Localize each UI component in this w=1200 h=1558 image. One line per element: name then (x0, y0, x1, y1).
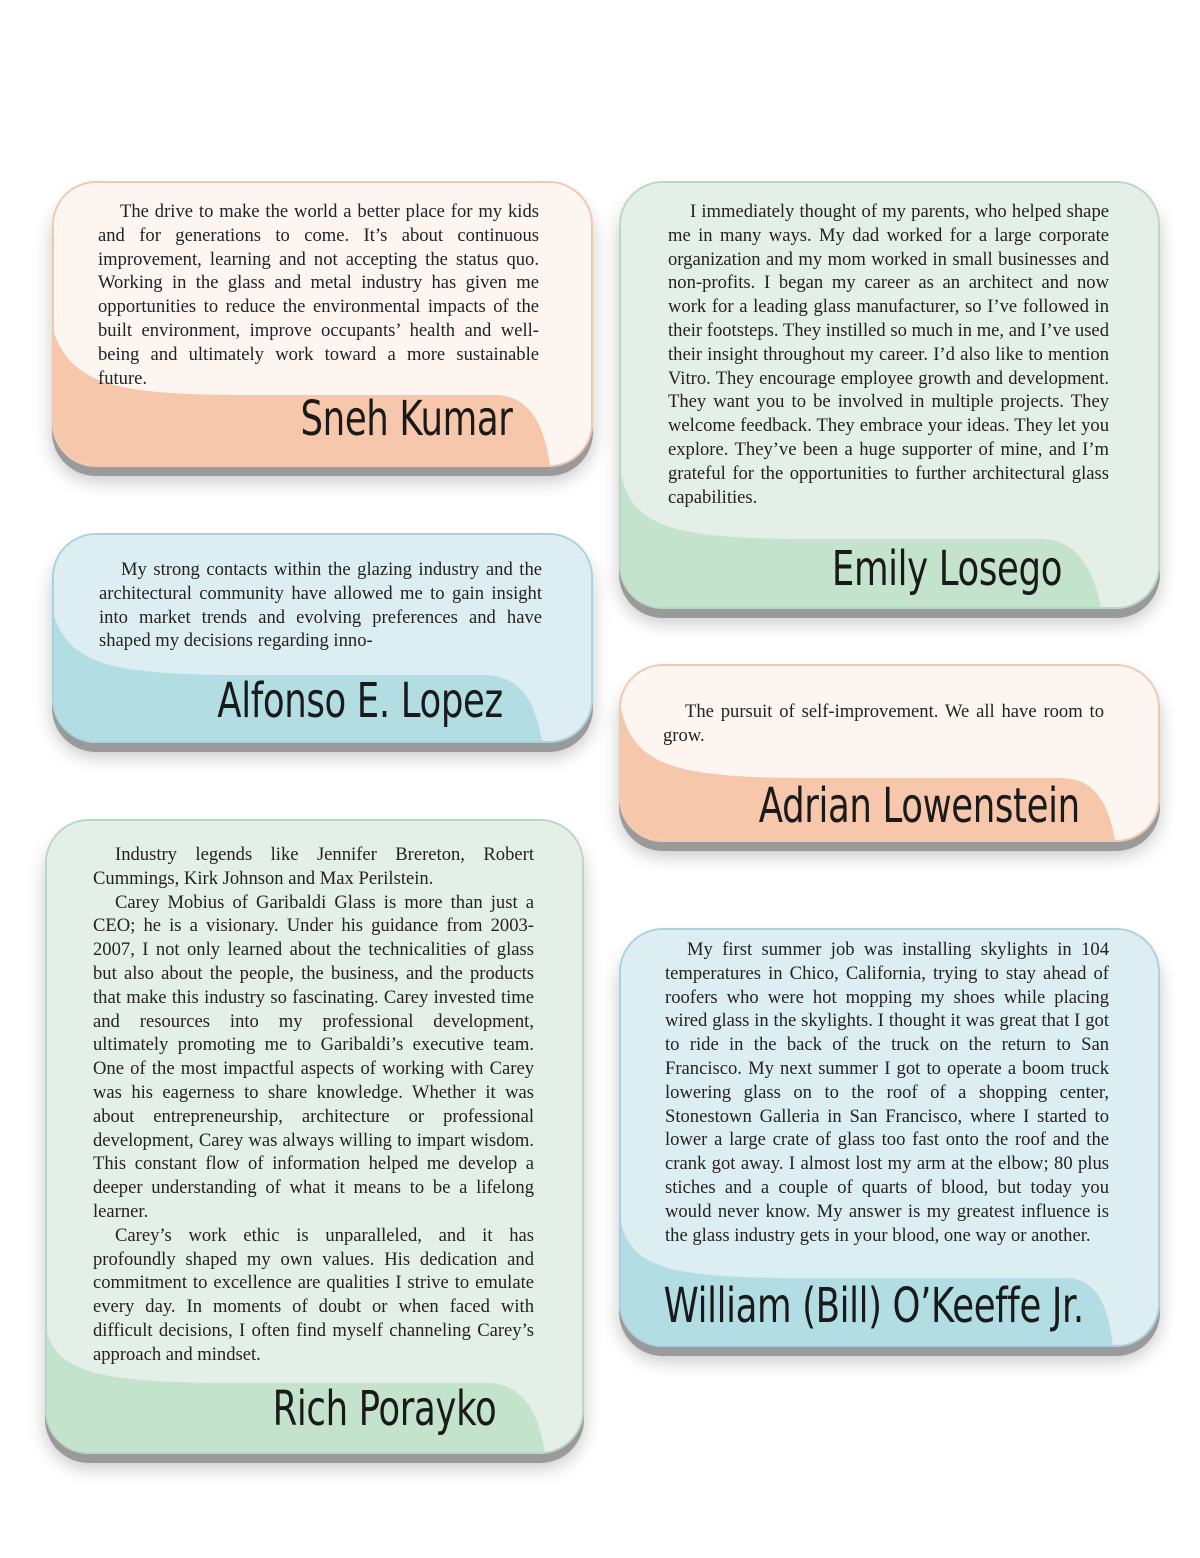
quote-text (668, 200, 1109, 509)
author-name: Sneh Kumar (300, 391, 513, 447)
quote-card-william-okeeffe (619, 928, 1160, 1347)
quote-paragraph: The drive to make the world a better place for my kids and for generations to come. It’s about continuous improvement, learning and not accepting the status quo. Working in the glass and metal industry has given me opportunities to reduce the environmental impacts of the built environment, improve occupants’ health and well-being and ultimately work toward a more sustainable future. (98, 201, 539, 389)
quote-text (665, 938, 1109, 1247)
quote-paragraph: Carey Mobius of Garibaldi Glass is more than just a CEO; he is a visionary. Under his guidance from 2003-2007, I not only learned about the technicalities of glass but also about the people, the business, and the products that make this industry so fascinating. Carey invested time and resources into my professional development, ultimately promoting me to Garibaldi’s executive team. One of the most impactful aspects of working with Carey was his eagerness to share knowledge. Whether it was about entrepreneurship, architecture or professional development, Carey was always willing to impart wisdom. This constant flow of information helped me develop a deeper understanding of what it means to be a lifelong learner. (93, 891, 534, 1222)
quote-text (663, 700, 1104, 748)
quote-paragraph: Carey’s work ethic is unparalleled, and it has profoundly shaped my own values. His dedication and commitment to excellence are qualities I strive to emulate every day. In moments of doubt or when faced with difficult decisions, I often find myself channeling Carey’s approach and mindset. (93, 1224, 534, 1365)
quote-card-rich-porayko (45, 819, 584, 1454)
author-name: Emily Losego (831, 541, 1062, 597)
quote-text (98, 200, 539, 390)
quote-text (99, 558, 542, 653)
quote-card-alfonso-lopez (52, 533, 593, 743)
quote-card-sneh-kumar (52, 181, 593, 467)
quote-paragraph: Industry legends like Jennifer Brereton, Robert Cummings, Kirk Johnson and Max Perilstein. (93, 844, 534, 889)
quote-paragraph: The pursuit of self-improvement. We all have room to grow. (663, 701, 1104, 746)
quote-card-emily-losego (619, 181, 1160, 609)
author-name: Alfonso E. Lopez (217, 673, 503, 729)
author-name: Adrian Lowenstein (759, 778, 1080, 834)
quote-text (93, 843, 534, 1367)
quote-paragraph: I immediately thought of my parents, who helped shape me in many ways. My dad worked for a large corporate organization and my mom worked in small businesses and non-profits. I began my career as an architect and now work for a leading glass manufacturer, so I’ve followed in their footsteps. They instilled so much in me, and I’ve used their insight throughout my career. I’d also like to mention Vitro. They encourage employee growth and development. They want you to be involved in multiple projects. They welcome feedback. They embrace your ideas. They let you explore. They’ve been a huge supporter of mine, and I’m grateful for the opportunities to further architectural glass capabilities. (668, 201, 1109, 508)
author-name: Rich Porayko (272, 1381, 496, 1437)
quote-paragraph: My first summer job was installing skylights in 104 temperatures in Chico, California, trying to stay ahead of roofers who were hot mopping my shoes while placing wired glass in the skylights. I thought it was great that I got to ride in the back of the truck on the return to San Francisco. My next summer I got to operate a boom truck lowering glass on to the roof of a shopping center, Stonestown Galleria in San Francisco, where I started to lower a large crate of glass too fast onto the roof and the crank got away. I almost lost my arm at the elbow; 80 plus stiches and a couple of quarts of blood, but today you would never know. My answer is my greatest influence is the glass industry gets in your blood, one way or another. (665, 939, 1109, 1246)
quote-paragraph: My strong contacts within the glazing industry and the architectural community have allowed me to gain insight into market trends and evolving preferences and have shaped my decisions regarding inno- (99, 559, 542, 652)
author-name: William (Bill) O’Keeffe Jr. (663, 1278, 1084, 1334)
quote-card-adrian-lowenstein (619, 664, 1160, 842)
